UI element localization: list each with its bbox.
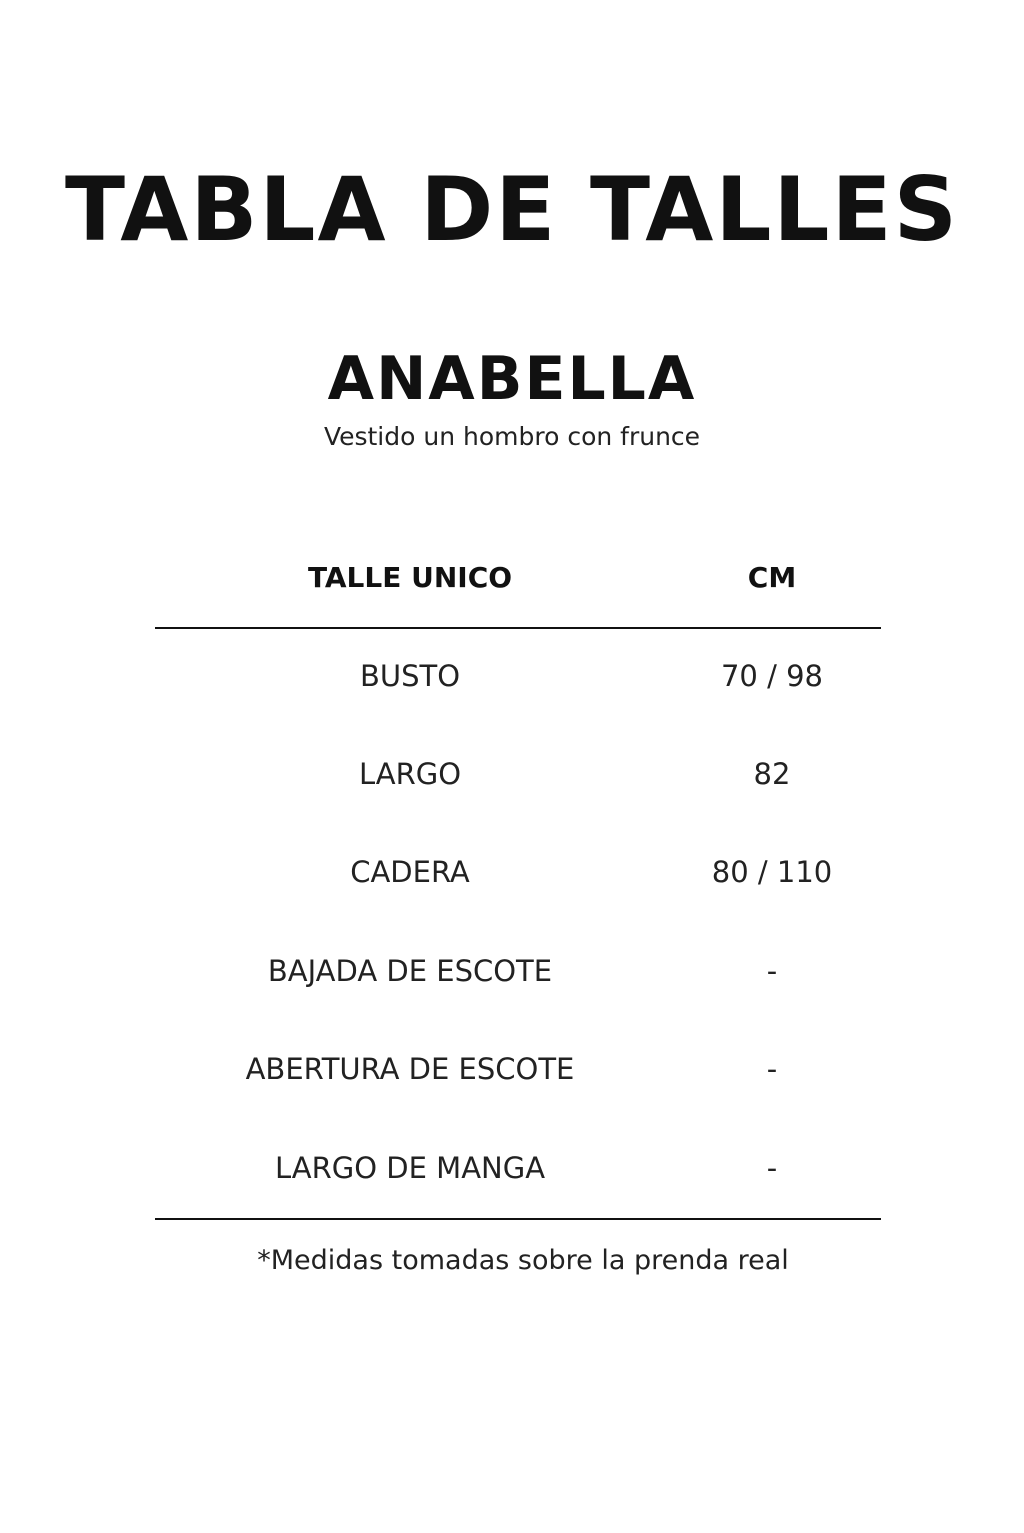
table-top-divider	[155, 627, 881, 629]
row-value-largo-de-manga: -	[766, 1151, 778, 1185]
row-label-cadera: CADERA	[350, 855, 470, 889]
table-header-unit: CM	[747, 561, 797, 594]
row-label-busto: BUSTO	[359, 659, 461, 693]
row-label-abertura-de-escote: ABERTURA DE ESCOTE	[245, 1052, 575, 1086]
row-label-largo-de-manga: LARGO DE MANGA	[274, 1151, 546, 1185]
row-value-abertura-de-escote: -	[766, 1052, 778, 1086]
product-name: ANABELLA	[327, 344, 697, 414]
row-label-largo: LARGO	[358, 757, 462, 791]
row-value-largo: 82	[753, 757, 791, 791]
table-bottom-divider	[155, 1218, 881, 1220]
row-label-bajada-de-escote: BAJADA DE ESCOTE	[267, 954, 553, 988]
product-description: Vestido un hombro con frunce	[323, 422, 701, 451]
row-value-busto: 70 / 98	[720, 659, 823, 693]
row-value-bajada-de-escote: -	[766, 954, 778, 988]
footnote: *Medidas tomadas sobre la prenda real	[257, 1245, 789, 1276]
page-title: TABLA DE TALLES	[65, 158, 959, 261]
table-header-size: TALLE UNICO	[307, 561, 513, 594]
row-value-cadera: 80 / 110	[711, 855, 833, 889]
